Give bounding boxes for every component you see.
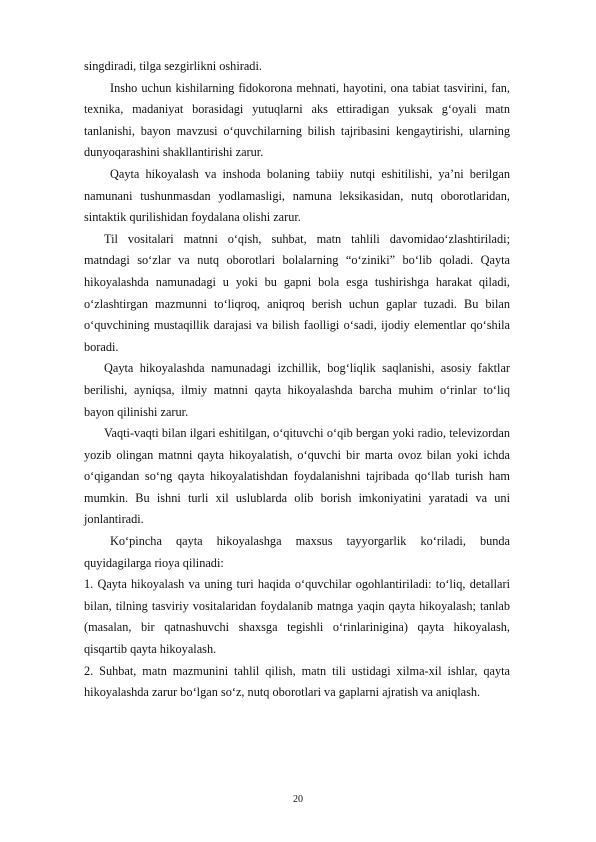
- paragraph-tayyorgarlik: Ko‘pincha qayta hikoyalashga maxsus tayyorgarlik ko‘riladi, bunda quyidagilarga rioya qilinadi:: [84, 534, 510, 570]
- page-number: 20: [293, 794, 303, 805]
- paragraph-continuation: singdiradi, tilga sezgirlikni oshiradi.: [84, 59, 262, 73]
- paragraph-vaqti-vaqti: Vaqti-vaqti bilan ilgari eshitilgan, o‘qituvchi o‘qib bergan yoki radio, televizordan yozib olingan matnni qayta hikoyalatish, o‘quvchi bir marta ovoz bilan yoki ichda o‘qigandan so‘ng qayta hikoyalatishdan foydalanishni tajribada qo‘llab turish ham mumkin. Bu ishni turli xil uslublarda olib borish imkoniyatini yaratadi va uni jonlantiradi.: [84, 426, 510, 527]
- paragraph-insho: Insho uchun kishilarning fidokorona mehnati, hayotini, ona tabiat tasvirini, fan, texnika, madaniyat borasidagi yutuqlarni aks ettiradigan yuksak g‘oyali matn tanlanishi, bayon mavzusi o‘quvchilarning bilish tajribasini kengaytirishi, ularning dunyoqarashini shakllantirishi zarur.: [84, 80, 510, 160]
- paragraph-til-vositalari: Til vositalari matnni o‘qish, suhbat, matn tahlili davomidao‘zlashtiriladi; matndagi so‘zlar va nutq oborotlari bolalarning “o‘ziniki” bo‘lib qoladi. Qayta hikoyalashda namunadagi u yoki bu gapni bola esga tushirishga harakat qiladi, o‘zlashtirgan mazmunni to‘liqroq, aniqroq berish uchun gaplar tuzadi. Bu bilan o‘quvchining mustaqillik darajasi va bilish faolligi o‘sadi, ijodiy elementlar qo‘shila boradi.: [84, 231, 510, 354]
- list-item-1: 1. Qayta hikoyalash va uning turi haqida o‘quvchilar ogohlantiriladi: to‘liq, detallari bilan, tilning tasviriy vositalaridan foydalanib matnga yaqin qayta hikoyalash; tanlab (masalan, bir qatnashuvchi shaxsga tegishli o‘rinlarinigina) qayta hikoyalash, qisqartib qayta hikoyalash.: [84, 577, 510, 657]
- paragraph-izchillik: Qayta hikoyalashda namunadagi izchillik, bog‘liqlik saqlanishi, asosiy faktlar berilishi, ayniqsa, ilmiy matnni qayta hikoyalashda barcha muhim o‘rinlar to‘liq bayon qilinishi zarur.: [84, 361, 510, 419]
- document-body: [84, 56, 510, 704]
- list-item-2: 2. Suhbat, matn mazmunini tahlil qilish, matn tili ustidagi xilma-xil ishlar, qayta hikoyalashda zarur bo‘lgan so‘z, nutq oborotlari va gaplarni ajratish va aniqlash.: [84, 663, 510, 700]
- paragraph-qayta-hikoyalash-nutq: Qayta hikoyalash va inshoda bolaning tabiiy nutqi eshitilishi, ya’ni berilgan namunani tushunmasdan yodlamasligi, namuna leksikasidan, nutq oborotlaridan, sintaktik qurilishidan foydalana olishi zarur.: [84, 166, 510, 225]
